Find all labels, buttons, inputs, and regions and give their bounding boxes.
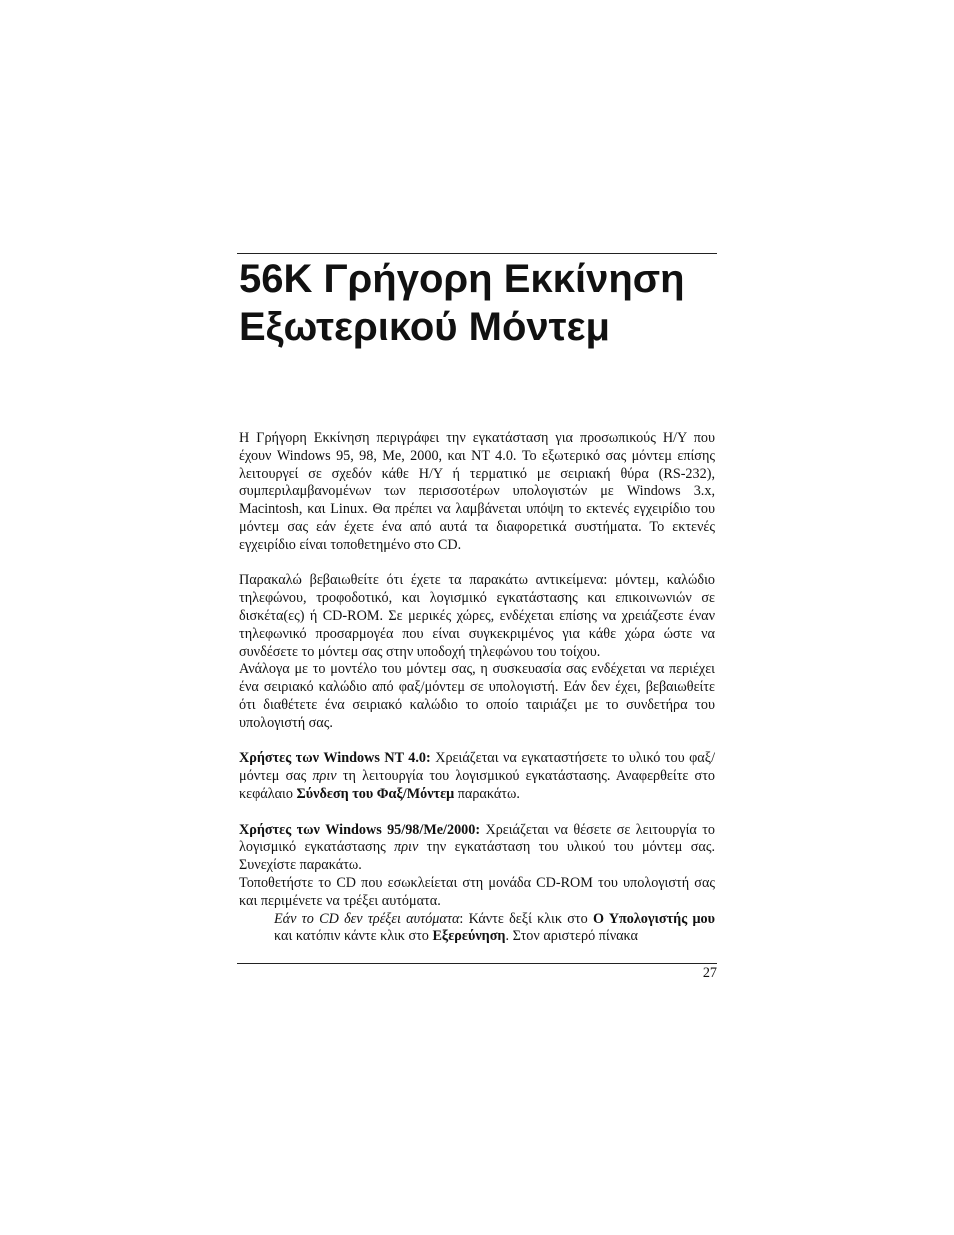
body-text (239, 430, 715, 946)
w95-text-1: Χρειάζεται να θέσετε σε λειτουργία το λογισμικό εγκατάστασης (239, 821, 715, 856)
title-line-2: Εξωτερικού Μόντεμ (239, 305, 610, 349)
page-number: 27 (702, 965, 717, 981)
explore-ref: Εξερεύνηση (432, 928, 506, 945)
nt-text-2: τη λειτουργία του λογισμικού εγκατάστασης. Αναφερθείτε στο κεφάλαιο (239, 768, 715, 802)
nt-chapter-ref: Σύνδεση του Φαξ/Μόντεμ (296, 785, 455, 802)
nt-paragraph (239, 750, 715, 803)
autorun-text-2: και κατόπιν κάντε κλικ στο (274, 928, 433, 945)
nt-text-3: παρακάτω. (454, 785, 520, 802)
intro-paragraph-2: Παρακαλώ βεβαιωθείτε ότι έχετε τα παρακάτω αντικείμενα: μόντεμ, καλώδιο τηλεφώνου, τροφοδοτικό, και λογισμικό εγκατάστασης και επικοινωνιών σε δισκέτα(ες) ή CD-ROM. Σε μερικές χώρες, ενδέχεται επίσης να χρειάζεστε έναν τηλεφωνικό προσαρμογέα που είναι συγκεκριμένος για κάθε χώρα ώστε να συνδέσετε το μόντεμ σας στην υποδοχή τηλεφώνου του τοίχου. (239, 572, 715, 660)
intro-paragraph-3: Ανάλογα με το μοντέλο του μόντεμ σας, η συσκευασία σας ενδέχεται να περιέχει ένα σειριακό καλώδιο από φαξ/μόντεμ σε υπολογιστή. Εάν δεν έχει, βεβαιωθείτε ότι διαθέτετε ένα σειριακό καλώδιο το οποίο ταιριάζει με το συνδετήρα του υπολογιστή σας. (239, 661, 715, 731)
insert-cd-paragraph: Τοποθετήστε το CD που εσωκλείεται στη μονάδα CD-ROM του υπολογιστή σας και περιμένετε να τρέξει αυτόματα. (239, 874, 715, 909)
my-computer-ref: Ο Υπολογιστής μου (592, 910, 715, 927)
title-line-1: 56K Γρήγορη Εκκίνηση (239, 257, 685, 301)
top-rule (237, 253, 717, 254)
autorun-text-3: . Στον αριστερό πίνακα (505, 928, 638, 945)
bottom-rule (237, 963, 717, 964)
autorun-text-1: : Κάντε δεξί κλικ στο (459, 910, 593, 927)
w95-lead: Χρήστες των Windows 95/98/Me/2000: (239, 821, 481, 838)
autorun-condition: Εάν το CD δεν τρέξει αυτόματα (274, 910, 460, 927)
nt-text-1: Χρειάζεται να εγκαταστήσετε το υλικό του φαξ/μόντεμ σας (239, 750, 716, 785)
page-title (239, 255, 719, 351)
nt-lead: Χρήστες των Windows NT 4.0: (239, 750, 431, 767)
w95-emphasis: πριν (394, 839, 419, 856)
intro-paragraph-1: Η Γρήγορη Εκκίνηση περιγράφει την εγκατάσταση για προσωπικούς Η/Υ που έχουν Windows 95, 98, Me, 2000, και NT 4.0. Το εξωτερικό σας μόντεμ επίσης λειτουργεί σε σχεδόν κάθε Η/Υ ή τερματικό με σειριακή θύρα (RS-232), συμπεριλαμβανομένων των περισσοτέρων υπολογιστών με Windows 3.x, Macintosh, και Linux. Θα πρέπει να λαμβάνεται υπόψη το εκτενές εγχειρίδιο του μόντεμ σας εάν έχετε ένα από αυτά τα διαφορετικά συστήματα. Το εκτενές εγχειρίδιο είναι τοποθετημένο στο CD. (239, 430, 715, 553)
nt-emphasis: πριν (312, 768, 337, 785)
w95-text-2: την εγκατάσταση του υλικού του μόντεμ σας. Συνεχίστε παρακάτω. (239, 839, 715, 874)
w95-paragraph (239, 822, 715, 875)
autorun-note (239, 911, 715, 947)
